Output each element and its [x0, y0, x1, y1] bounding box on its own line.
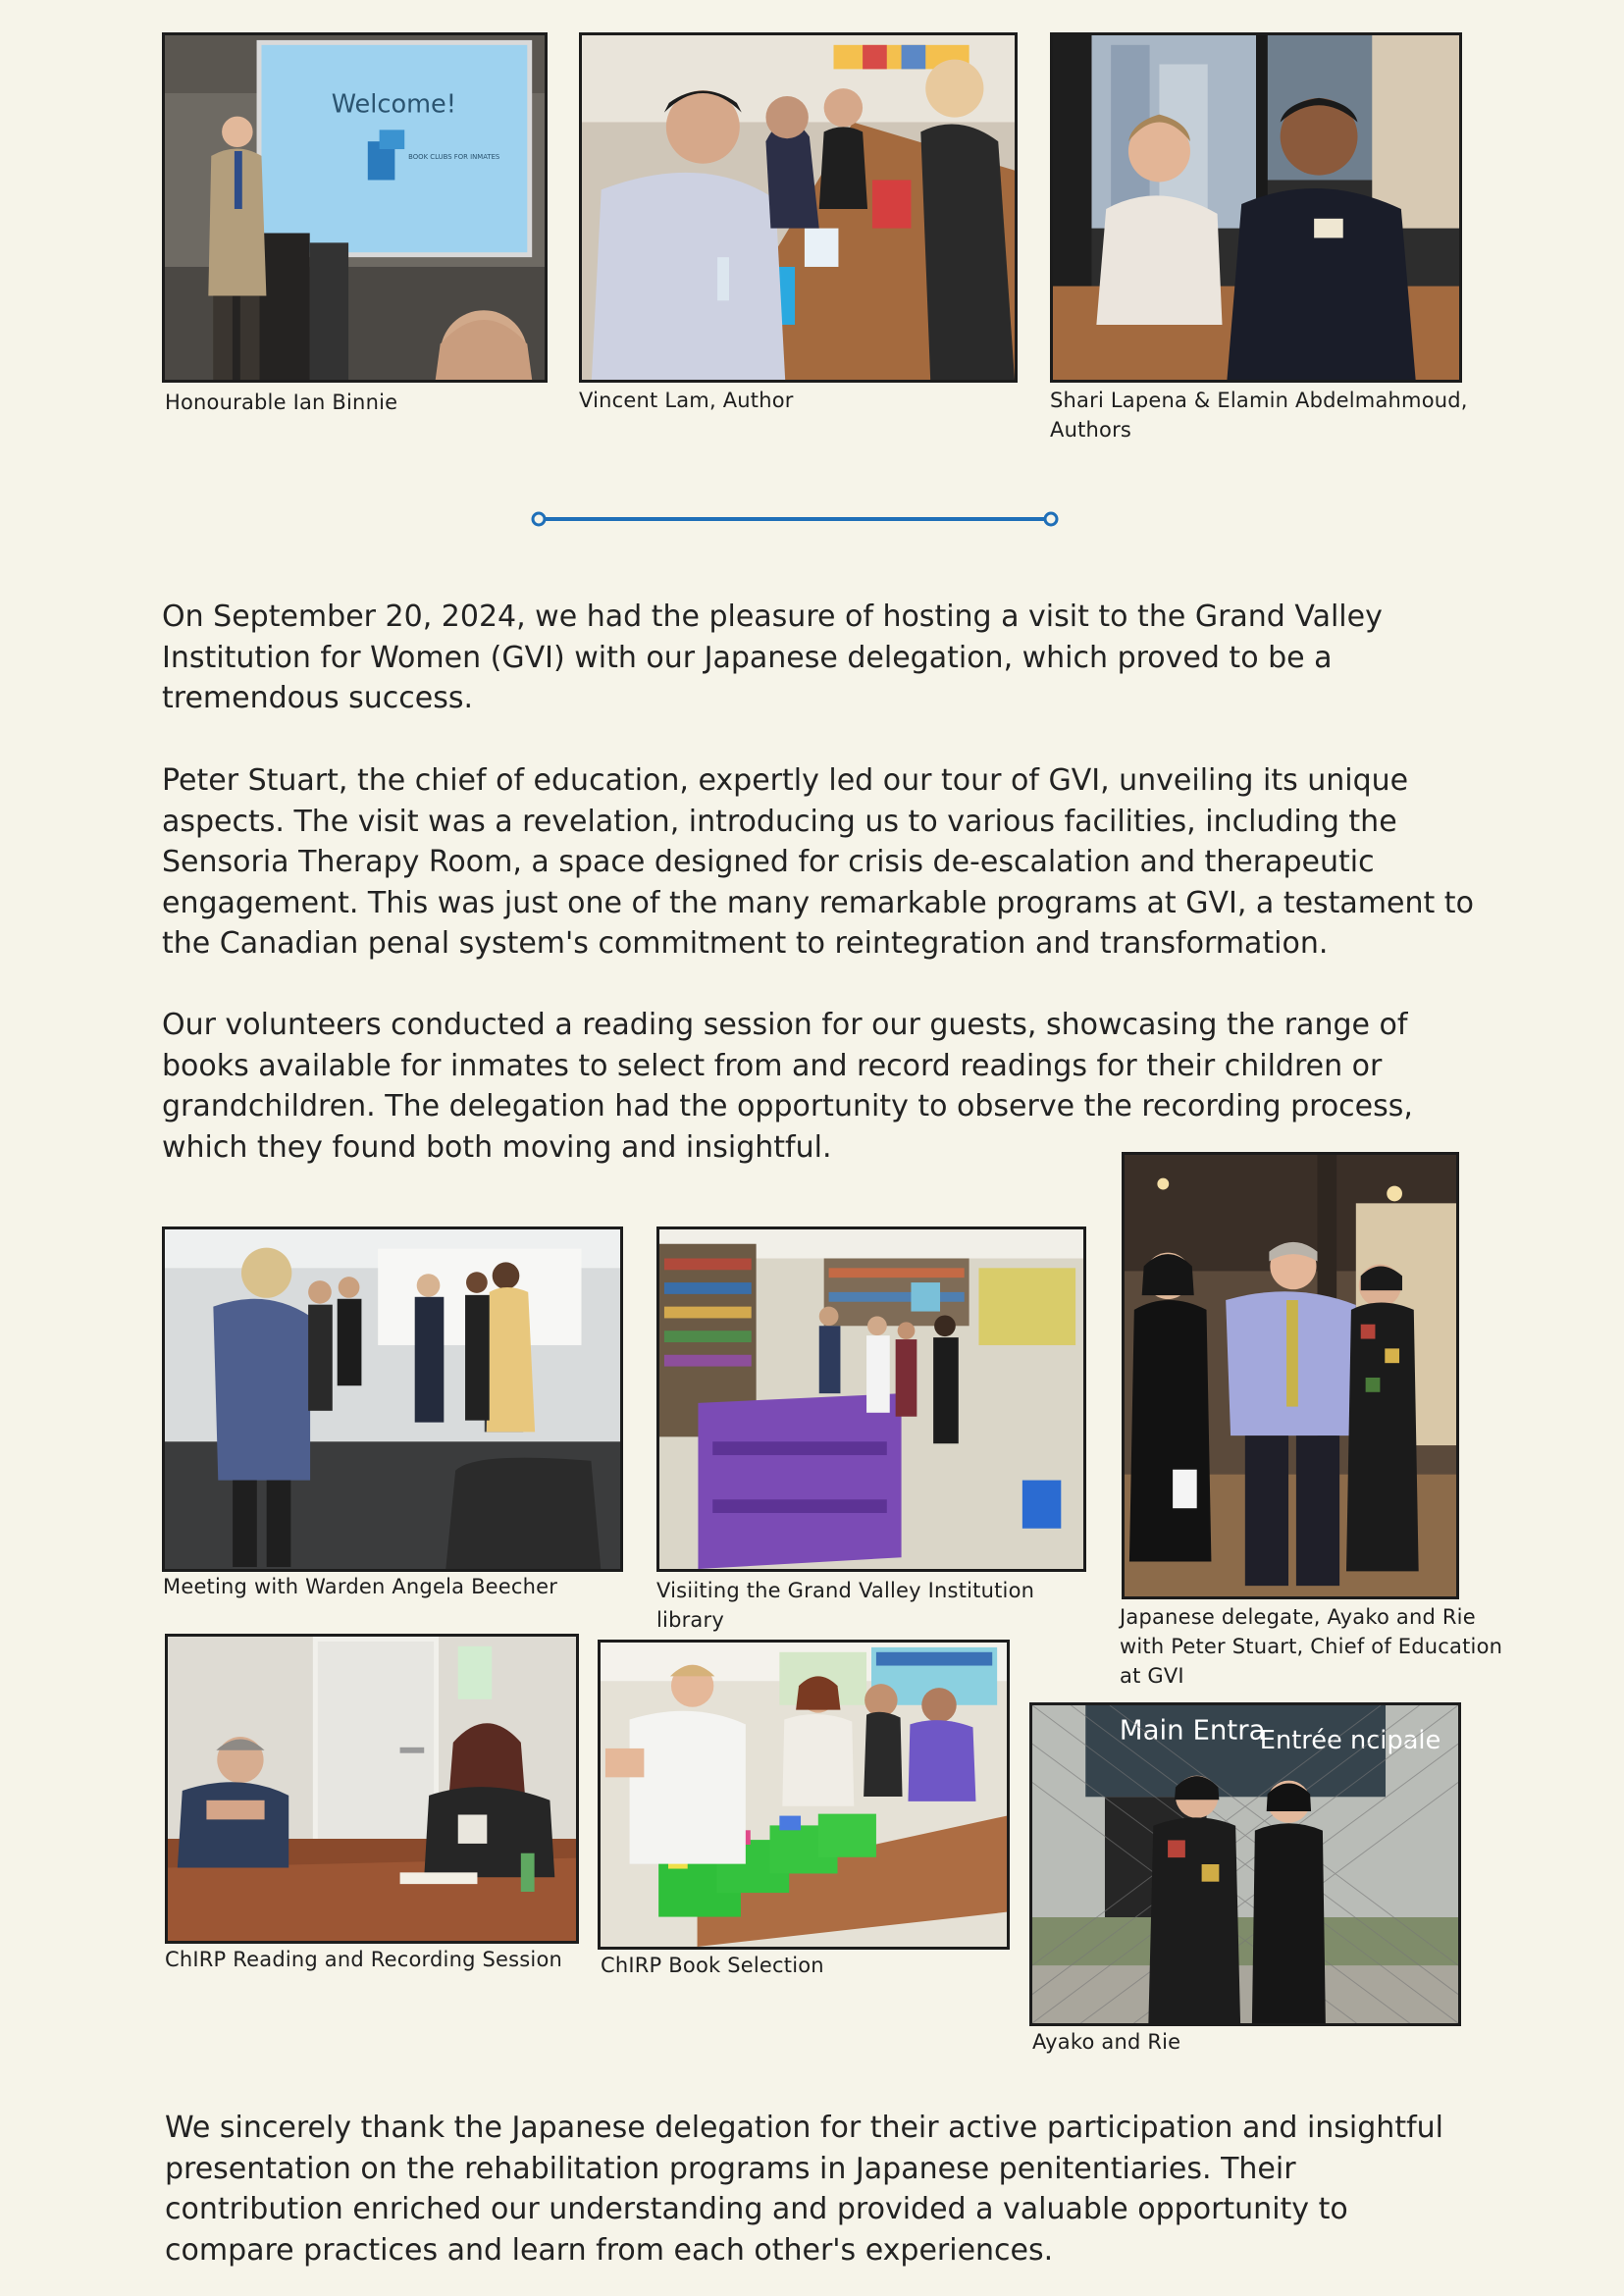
- screen-logo-text: BOOK CLUBS FOR INMATES: [408, 152, 500, 161]
- caption-chirp-reading-recording: ChIRP Reading and Recording Session: [165, 1948, 563, 1971]
- caption-ian-binnie: Honourable Ian Binnie: [165, 391, 398, 414]
- caption-ayako-rie-sign: Ayako and Rie: [1032, 2030, 1181, 2054]
- paragraph-tour: Peter Stuart, the chief of education, expertly led our tour of GVI, unveiling its unique aspects. The visit was a revelation, introducing us to various facilities, including the Sensoria Therapy Room, a space designed for crisis de-escalation and therapeutic engagement. This was just one of the many remarkable programs at GVI, a testament to the Canadian penal system's commitment to reintegration and transformation.: [162, 763, 1474, 962]
- caption-chirp-book-selection: ChIRP Book Selection: [601, 1954, 824, 1977]
- caption-ayako-rie-peter-stuart: Japanese delegate, Ayako and Rie with Peter Stuart, Chief of Education at GVI: [1120, 1605, 1503, 1688]
- paragraph-closing-thanks: We sincerely thank the Japanese delegation for their active participation and insightful presentation on the rehabilitation programs in Japanese penitentiaries. Their contribution enriched our understanding and provided a valuable opportunity to compare practices and learn from each other's experiences.: [165, 2111, 1443, 2268]
- sign-main-text: Main Entra: [1119, 1714, 1266, 1747]
- sign-entree-text: Entrée ncipale: [1259, 1726, 1441, 1756]
- photo-ayako-rie-peter-stuart: [1122, 1152, 1459, 1599]
- photo-ian-binnie: [162, 32, 548, 383]
- photo-chirp-reading-recording: [165, 1634, 579, 1944]
- photo-library-visit: [656, 1226, 1086, 1572]
- paragraph-reading-session: Our volunteers conducted a reading session for our guests, showcasing the range of books available for inmates to select from and record readings for their children or grandchildren. The delegation had the opportunity to observe the recording process, which they found both moving and insightful.: [162, 1008, 1413, 1165]
- photo-ayako-rie-sign: [1029, 1702, 1461, 2026]
- section-divider: [530, 510, 1060, 528]
- photo-chirp-book-selection: [598, 1640, 1010, 1950]
- photo-warden-meeting: [162, 1226, 623, 1572]
- caption-shari-lapena-elamin: Shari Lapena & Elamin Abdelmahmoud, Authors: [1050, 389, 1468, 442]
- screen-welcome-text: Welcome!: [331, 89, 457, 120]
- photo-vincent-lam: [579, 32, 1018, 383]
- caption-vincent-lam: Vincent Lam, Author: [579, 389, 794, 412]
- photo-shari-lapena-elamin: [1050, 32, 1462, 383]
- caption-warden-meeting: Meeting with Warden Angela Beecher: [163, 1575, 558, 1598]
- caption-library-visit: Visiiting the Grand Valley Institution library: [656, 1579, 1035, 1632]
- paragraph-visit-intro: On September 20, 2024, we had the pleasure of hosting a visit to the Grand Valley Institution for Women (GVI) with our Japanese delegation, which proved to be a tremendous success.: [162, 600, 1383, 716]
